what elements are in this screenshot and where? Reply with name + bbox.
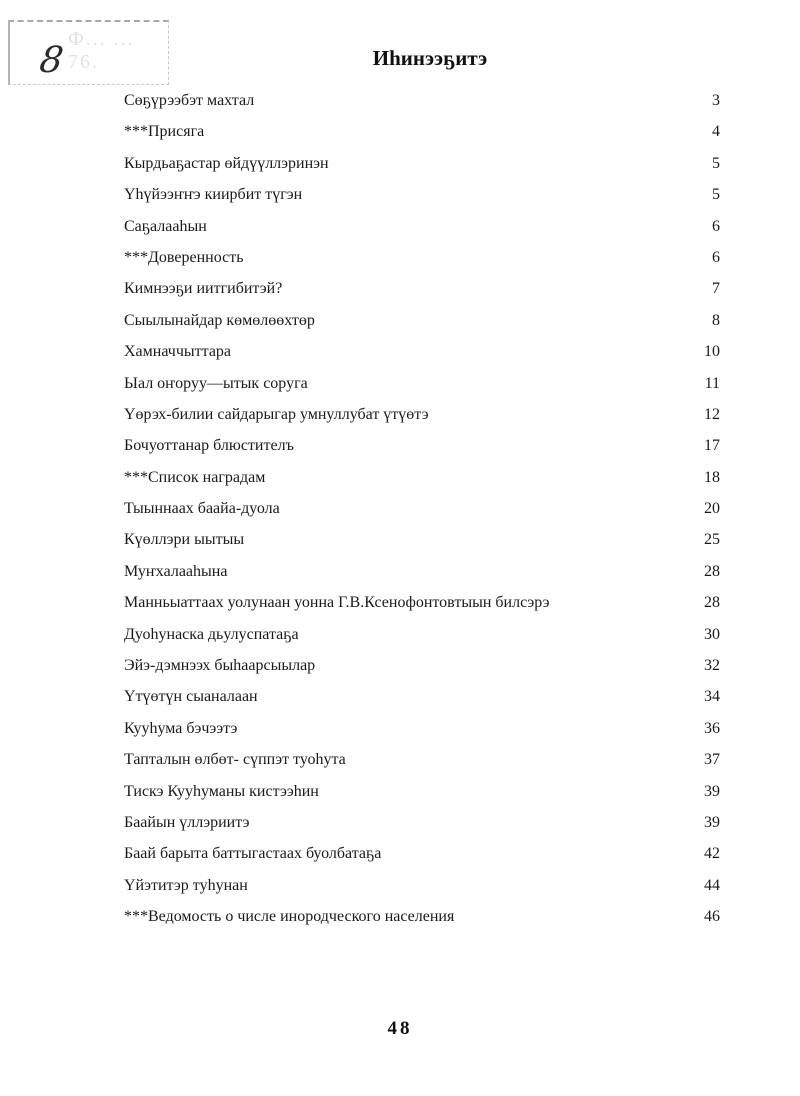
page-title: Иһинээҕитэ [372,46,488,70]
toc-entry-title: ***Ведомость о числе инородческого населения [124,908,455,926]
toc-entry-title: ***Доверенность [124,248,244,266]
toc-entry [124,654,720,685]
toc-entry [124,152,720,183]
toc-entry-title: Тискэ Кууһуманы кистээһин [124,782,319,800]
toc-entry [124,89,720,120]
toc-entry-title: Тапталын өлбөт- сүппэт туоһута [124,751,346,769]
toc-entry [124,372,720,403]
toc-entry [124,403,720,434]
toc-entry-page: 4 [712,123,720,141]
toc-entry-title: Ыал оҥоруу—ытык соруга [124,374,308,392]
toc-entry [124,717,720,748]
toc-entry-page: 39 [704,813,720,831]
toc-entry-page: 6 [712,217,720,235]
toc-entry [124,246,720,277]
toc-entry-page: 8 [712,311,720,329]
toc-entry [124,874,720,905]
toc-entry-title: Сөҕүрээбэт махтал [124,92,255,109]
toc-entry-page: 10 [704,343,720,361]
toc-entry-title: Үөрэх-билии сайдарыгар умнуллубат үтүөтэ [124,405,429,423]
toc-entry [124,183,720,214]
toc-entry-page: 7 [712,280,720,298]
toc-entry [124,748,720,779]
toc-entry-title: Кырдьаҕастар өйдүүллэринэн [124,154,329,172]
toc-entry-page: 34 [704,688,720,706]
page-number: 48 [387,1018,413,1039]
toc-entry-page: 36 [704,719,720,737]
toc-entry-page: 28 [704,594,720,612]
toc-entry [124,497,720,528]
toc-entry-page: 20 [704,500,720,518]
toc-entry-page: 17 [704,437,720,455]
toc-entry-title: Баай барыта баттыгастаах буолбатаҕа [124,845,382,863]
toc-entry [124,466,720,497]
toc-entry-title: Эйэ-дэмнээх быһаарсыылар [124,657,316,675]
toc-entry-title: Бочуоттанар блюстителъ [124,437,294,455]
toc-entry [124,309,720,340]
toc-entry-title: Үтүөтүн сыаналаан [124,688,258,706]
stamp-handwritten-number: 8 [37,40,66,81]
toc-entry-title: Үһүйээҥҥэ киирбит түгэн [124,186,303,204]
toc-entry-page: 46 [704,908,720,926]
toc-entry-page: 37 [704,751,720,769]
toc-entry-title: Баайын үллэриитэ [124,813,250,831]
toc-entry [124,434,720,465]
table-of-contents [124,89,720,937]
toc-entry [124,120,720,151]
toc-entry-title: Дуоһунаска дьулуспатаҕа [124,625,299,643]
toc-entry-page: 32 [704,657,720,675]
stamp-faded-text: Ф... ... 76. [68,28,135,73]
toc-entry-page: 25 [704,531,720,549]
toc-entry-title: Муҥхалааһына [124,562,228,580]
toc-entry [124,685,720,716]
toc-entry [124,905,720,936]
toc-entry-page: 30 [704,625,720,643]
toc-entry-title: ***Список наградам [124,468,266,486]
toc-entry [124,811,720,842]
toc-entry-title: ***Присяга [124,123,205,141]
toc-entry [124,215,720,246]
toc-entry-title: Күөллэри ыытыы [124,531,245,549]
toc-entry [124,780,720,811]
toc-entry-title: Манньыаттаах уолунаан уонна Г.В.Ксенофонтовтыын билсэрэ [124,594,550,612]
toc-entry [124,528,720,559]
toc-entry-title: Тыыннаах баайа-дуола [124,500,280,518]
toc-entry-page: 11 [704,374,720,392]
toc-entry-title: Кимнээҕи иитгибитэй? [124,280,283,298]
toc-entry-page: 5 [712,154,720,172]
toc-entry [124,842,720,873]
toc-entry-page: 18 [704,468,720,486]
toc-entry-page: 39 [704,782,720,800]
toc-entry [124,560,720,591]
toc-entry-title: Кууһума бэчээтэ [124,719,238,737]
toc-entry [124,623,720,654]
toc-entry [124,340,720,371]
toc-entry-page: 28 [704,562,720,580]
toc-entry-page: 6 [712,248,720,266]
toc-entry-title: Хамначчыттара [124,343,232,361]
toc-entry-title: Сыылынайдар көмөлөөхтөр [124,311,315,329]
toc-entry-page: 44 [704,876,720,894]
toc-entry-page: 3 [712,92,720,109]
toc-entry-page: 5 [712,186,720,204]
toc-entry-title: Үйэтитэр туһунан [124,876,248,894]
toc-entry [124,591,720,622]
toc-entry-page: 42 [704,845,720,863]
toc-entry [124,277,720,308]
toc-entry-page: 12 [704,405,720,423]
toc-entry-title: Саҕалааһын [124,217,207,235]
